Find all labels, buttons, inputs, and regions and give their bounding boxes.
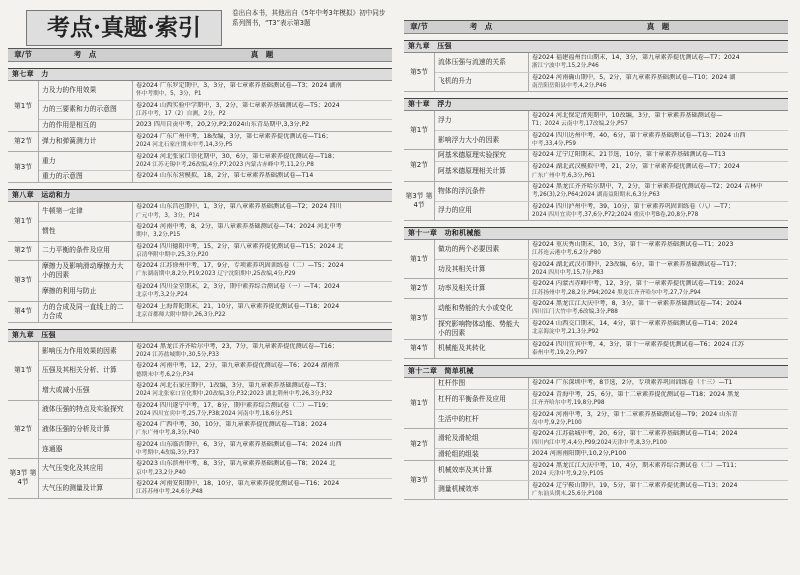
section-rows xyxy=(39,202,392,240)
question-ref-line: 北京中考,3,2分,P24 xyxy=(136,292,188,299)
question-ref-line: 北京海淀中考,21,3分,P92 xyxy=(532,328,599,335)
exam-point: 液体压强的分析及计算 xyxy=(39,420,133,439)
question-ref-line: 卷2024 广东罗定期中，3，3分，第七章素养基础测试卷—T3；2024 湖南 xyxy=(136,82,342,89)
exam-point: 影响压力作用效果的因素 xyxy=(39,342,133,361)
section-rows xyxy=(39,261,392,301)
index-row xyxy=(435,73,788,92)
exam-point: 功率及相关计算 xyxy=(435,279,529,298)
question-ref-line: 卷2024 河南确山期中，5，2分，第九章素养基础测试卷—T10；2024 湖 xyxy=(532,73,736,81)
exam-point: 压强及其相关分析、计算 xyxy=(39,361,133,380)
section-label: 第5节 xyxy=(404,53,435,91)
question-refs xyxy=(133,261,392,281)
section-label: 第2节 xyxy=(404,150,435,181)
section-block xyxy=(8,261,392,302)
question-ref-line: 浙江宁波中考,15,2分,P46 xyxy=(532,63,599,70)
question-ref-line: 卷2024 福建福州台山期末，14，3分，第九章素养提优测试卷—T7；2024 xyxy=(532,54,740,61)
question-ref-line: 卷2024 河南安阳期中，18，10分，第九章素养提优测试卷—T16；2024 xyxy=(136,479,340,487)
section-block xyxy=(404,461,788,500)
chapter-heading: 第九章 压强 xyxy=(8,329,392,342)
exam-point: 浮力的应用 xyxy=(435,202,529,221)
question-ref-line: 卷2024 广东深圳中考，8节选，2分，专项素养巩固训练卷（十三）—T1 xyxy=(532,379,733,387)
section-block xyxy=(404,53,788,92)
section-rows xyxy=(435,53,788,91)
exam-point: 力的作用是相互的 xyxy=(39,120,133,131)
question-refs xyxy=(529,410,788,429)
exam-point: 探究影响物体动能、势能大小的因素 xyxy=(435,319,529,339)
question-ref-line: 卷2024 广西中考，30，10分，第九章素养提优测试卷—T18；2024 xyxy=(136,421,327,429)
section-block xyxy=(8,302,392,323)
exam-point: 机械能及其转化 xyxy=(435,340,529,359)
question-refs xyxy=(133,120,392,131)
question-ref-line: 卷2024 四川德阳中考，15，2分，第八章素养提优测试卷—T15；2024 北 xyxy=(136,242,344,250)
question-ref-line: 江苏扬州中考,28,2分,P94;2024 黑龙江齐齐哈尔中考,27,7分,P94 xyxy=(532,289,701,296)
exam-point: 大气压变化及其应用 xyxy=(39,459,133,478)
index-row xyxy=(435,429,788,449)
section-label: 第4节 xyxy=(404,340,435,359)
exam-point: 流体压强与流速的关系 xyxy=(435,53,529,72)
header-note: 卷出自本书，其他出自《5年中考3年模拟》初中同步系列图书，“T3”表示第3题 xyxy=(232,9,386,27)
page-header xyxy=(8,6,392,46)
exam-point: 影响浮力大小的因素 xyxy=(435,131,529,150)
question-ref-line: 卷2024 黑龙江江大庆中考，10，4分，期末素养综合测试卷（二）—T11； xyxy=(532,461,741,469)
chapter-heading: 第八章 运动和力 xyxy=(8,189,392,202)
question-ref-line: 卷2024 四川泸州中考，39，10分，第十章素养巩固训练卷（八）—T7； xyxy=(532,202,735,210)
index-row xyxy=(39,101,392,121)
question-ref-line: 2024 河北张家口宣化期中,20改编,3分,P32;2023 湖北荆州中考,26,3分,P32 xyxy=(136,391,333,398)
section-rows xyxy=(435,182,788,220)
page-title: 考点·真题·索引 xyxy=(26,10,222,46)
section-block xyxy=(404,150,788,182)
section-label: 第1节 xyxy=(8,202,39,240)
section-block xyxy=(8,459,392,498)
question-ref-line: 卷2024 湖北武汉市期中，23改编，6分，第十一章素养基础测试卷—T17； xyxy=(532,260,741,268)
exam-point: 力的合成及同一直线上的二力合成 xyxy=(39,302,133,322)
index-row xyxy=(39,420,392,440)
question-ref-line: 卷2024 山西实验中学期中，3，2分，第七章素养基础测试卷—T5；2024 xyxy=(136,101,340,109)
question-ref-line: 卷2024 山西交口期末，14，4分，第十一章素养基础测试卷—T14；2024 xyxy=(532,319,738,327)
question-ref-line: 广元中考，3，3分，P14 xyxy=(136,212,200,219)
question-refs xyxy=(133,342,392,361)
section-label: 第3节 xyxy=(8,261,39,301)
question-ref-line: 京中考,23,2分,P40 xyxy=(136,469,186,476)
question-refs xyxy=(133,282,392,301)
question-ref-line: 卷2024 四川达州中考，40，6分，第十章素养基础测试卷—T13；2024 山西 xyxy=(532,131,746,139)
col-point: 考 点 xyxy=(469,22,493,31)
question-ref-line: 卷2024 四川遂宁中考，17，8分，期中素养综合测试卷（二）—T19； xyxy=(136,401,332,409)
question-refs xyxy=(529,449,788,460)
section-rows xyxy=(39,152,392,183)
section-rows xyxy=(435,150,788,181)
question-ref-line: 广东广州中考,8,3分,P40 xyxy=(136,430,200,437)
exam-point: 杠杆作图 xyxy=(435,378,529,389)
question-ref-line: 卷2024 山东东营模拟，18，2分，第七章素养基础测试卷—T14 xyxy=(136,172,314,180)
chapter-block xyxy=(404,227,788,359)
chapter-block xyxy=(8,68,392,183)
question-refs xyxy=(133,101,392,120)
question-refs xyxy=(529,150,788,161)
question-ref-line: 卷2024 河北石家庄期中，1改编，3分，第九章素养基础测试卷—T3； xyxy=(136,381,331,389)
index-row xyxy=(39,152,392,172)
section-block xyxy=(404,111,788,150)
question-ref-line: 卷2024 内蒙古赤峰中考，12，3分，第十一章素养提优测试卷—T19；2024 xyxy=(532,280,744,288)
index-row xyxy=(435,378,788,390)
exam-point: 物体的浮沉条件 xyxy=(435,182,529,201)
index-row xyxy=(435,240,788,260)
section-block xyxy=(8,132,392,152)
section-rows xyxy=(435,378,788,428)
index-row xyxy=(435,390,788,410)
index-row xyxy=(39,401,392,421)
question-refs xyxy=(529,299,788,318)
index-row xyxy=(39,261,392,282)
question-refs xyxy=(133,81,392,100)
question-refs xyxy=(133,401,392,420)
section-block xyxy=(8,342,392,401)
question-refs xyxy=(133,222,392,241)
index-row xyxy=(435,410,788,429)
exam-point: 动能和势能的大小或变化 xyxy=(435,299,529,318)
right-index-body xyxy=(404,40,788,500)
question-ref-line: 南岳阳岳阳县中考,4,2分,P46 xyxy=(532,82,607,89)
index-row xyxy=(435,53,788,73)
index-row xyxy=(39,120,392,131)
index-row xyxy=(435,182,788,202)
section-rows xyxy=(435,111,788,149)
question-ref-line: 卷2024 河北张家口崇化期中，30，6分，第七章素养提优测试卷—T18； xyxy=(136,152,339,160)
question-ref-line: 广东湖南期中,8,2分,P19;2023 辽宁沈阳期中,25改编,4分,P29 xyxy=(136,271,296,278)
question-ref-line: 德期末中考,6,2分,P34 xyxy=(136,371,194,378)
question-ref-line: 2024 四川宜宾中考,25,7分,P38;2024 河南中考,18,6分,P51 xyxy=(136,410,293,417)
section-rows xyxy=(39,302,392,322)
section-label: 第2节 xyxy=(8,132,39,151)
section-label: 第2节 xyxy=(404,429,435,460)
exam-point: 摩擦的利用与防止 xyxy=(39,282,133,301)
chapter-heading: 第十章 浮力 xyxy=(404,98,788,111)
question-ref-line: 考,26(3),2分,P64;2024 湖南益阳期末,6,3分,P63 xyxy=(532,192,660,199)
section-label: 第3节 第4节 xyxy=(404,182,435,220)
index-row xyxy=(435,162,788,181)
section-block xyxy=(404,299,788,340)
index-row xyxy=(435,340,788,359)
question-ref-line: 卷2024 河北保定清苑期中，10改编，3分，第十章素养基础测试卷— xyxy=(532,112,723,120)
index-row xyxy=(39,132,392,151)
question-ref-line: 卷2024 青海中考，25，6分，第十二章素养提优测试卷—T18；2024 黑龙 xyxy=(532,391,740,399)
question-refs xyxy=(529,182,788,201)
section-label: 第3节 xyxy=(404,461,435,499)
exam-point: 力及力的作用效果 xyxy=(39,81,133,100)
chapter-heading: 第十二章 简单机械 xyxy=(404,365,788,378)
question-ref-line: 江齐齐哈尔中考,19,8分,P98 xyxy=(532,400,605,407)
exam-point: 增大或减小压强 xyxy=(39,381,133,400)
question-ref-line: 卷2024 四川宜宾中考，4，3分，第十一章素养提优测试卷—T6；2024 江苏 xyxy=(532,340,744,348)
section-label: 第2节 xyxy=(8,401,39,459)
question-refs xyxy=(529,378,788,389)
index-row xyxy=(435,319,788,339)
index-row xyxy=(435,449,788,460)
section-rows xyxy=(39,342,392,400)
exam-point: 杠杆的平衡条件及应用 xyxy=(435,390,529,409)
question-ref-line: 江苏中考，17（2）自测，2分，P2 xyxy=(136,110,226,117)
question-refs xyxy=(133,202,392,221)
column-header xyxy=(8,48,392,62)
question-ref-line: T1；2024 云南中考,17改编,2分,P57 xyxy=(532,121,628,128)
chapter-heading: 第十一章 功和机械能 xyxy=(404,227,788,240)
right-page xyxy=(404,20,788,500)
exam-point: 测量机械效率 xyxy=(435,481,529,500)
section-label: 第1节 xyxy=(8,342,39,400)
question-ref-line: 期中，3,2分,P15 xyxy=(136,232,181,239)
exam-point: 二力平衡的条件及应用 xyxy=(39,242,133,261)
index-row xyxy=(435,111,788,131)
index-row xyxy=(39,361,392,381)
column-header xyxy=(404,20,788,34)
exam-point: 滑轮组的组装 xyxy=(435,449,529,460)
section-block xyxy=(404,279,788,299)
question-ref-line: 卷2024 辽宁辽阳期末，21节选，10分，第十章素养基础测试卷—T13 xyxy=(532,151,726,159)
section-block xyxy=(8,81,392,132)
chapter-block xyxy=(8,189,392,322)
chapter-block xyxy=(404,365,788,500)
index-row xyxy=(435,260,788,279)
exam-point: 牛顿第一定律 xyxy=(39,202,133,221)
question-ref-line: 京清华附中期中,25,3分,P20 xyxy=(136,251,209,258)
question-ref-line: 卷2024 辽宁鞍山期中，19，5分，第十二章素养提优测试卷—T13；2024 xyxy=(532,481,738,489)
question-refs xyxy=(133,361,392,380)
question-refs xyxy=(529,53,788,72)
chapter-block xyxy=(404,40,788,92)
section-block xyxy=(404,378,788,429)
question-ref-line: 怀中考期中，5，3分，P1 xyxy=(136,91,202,98)
section-rows xyxy=(435,299,788,339)
question-ref-line: 2024 四川宜宾中考,37,6分,P72;2024 重庆中考B卷,20,8分,P78 xyxy=(532,211,699,218)
question-refs xyxy=(133,152,392,171)
section-rows xyxy=(39,81,392,131)
section-rows xyxy=(435,240,788,278)
question-refs xyxy=(529,260,788,279)
question-ref-line: 卷2024 重庆秀山期末，10，3分，第十一章素养基础测试卷—T1；2023 xyxy=(532,241,734,249)
section-block xyxy=(8,152,392,184)
question-ref-line: 卷2024 山东昌邑期中，1，3分，第八章素养基础测试卷—T2；2024 四川 xyxy=(136,203,342,211)
index-row xyxy=(435,202,788,221)
question-ref-line: 江苏连云港中考,6,2分,P80 xyxy=(532,250,601,257)
question-ref-line: 2024 天津中考,9,2分,P105 xyxy=(532,471,604,478)
question-ref-line: 卷2024 河南中考，12，2分，第九章素养提优测试卷—T6；2024 湖南常 xyxy=(136,362,340,370)
section-rows xyxy=(435,461,788,499)
question-ref-line: 卷2024 黑龙江齐齐哈尔中考，23，7分，第九章素养提优测试卷—T16； xyxy=(136,342,339,350)
section-label: 第3节 xyxy=(404,299,435,339)
question-ref-line: 卷2024 山东临沂期中，6，3分，第九章素养基础测试卷—T4；2024 山西 xyxy=(136,440,342,448)
section-rows xyxy=(39,242,392,261)
question-refs xyxy=(133,420,392,439)
exam-point: 力的三要素和力的示意图 xyxy=(39,101,133,120)
question-ref-line: 卷2024 四川金堂期末，2，3分，期中素养综合测试卷（一）—T4；2024 xyxy=(136,283,340,291)
question-refs xyxy=(133,302,392,322)
index-row xyxy=(435,131,788,150)
section-block xyxy=(404,240,788,279)
section-label: 第3节 第4节 xyxy=(8,459,39,497)
section-block xyxy=(404,340,788,360)
section-label: 第3节 xyxy=(8,152,39,183)
question-refs xyxy=(529,481,788,500)
question-ref-line: 2024 河北石家庄期末中考,14,3分,P5 xyxy=(136,142,233,149)
question-ref-line: 2024 河南南阳期中,10,2分,P100 xyxy=(532,449,627,457)
question-ref-line: 卷2024 河南中考，3，2分，第十二章素养基础测试卷—T9；2024 山东青 xyxy=(532,410,738,418)
exam-point: 大气压的测量及计算 xyxy=(39,479,133,498)
section-rows xyxy=(39,132,392,151)
question-ref-line: 北京首都师大附中期中,26,3分,P22 xyxy=(136,312,226,319)
index-row xyxy=(39,440,392,459)
question-ref-line: 2024 江苏盐城期中,30,5分,P33 xyxy=(136,352,220,359)
exam-point: 摩擦力及影响滑动摩擦力大小的因素 xyxy=(39,261,133,281)
question-ref-line: 2024 江苏无锡中考,26改编,4分,P7;2023 内蒙古赤峰中考,11,2分,P8 xyxy=(136,162,314,169)
section-label: 第1节 xyxy=(404,378,435,428)
question-ref-line: 卷2024 湖北武汉模拟中考，21，2分，第十章素养提优测试卷—T7；2024 xyxy=(532,163,740,171)
section-block xyxy=(404,182,788,221)
section-rows xyxy=(435,279,788,298)
index-row xyxy=(435,150,788,162)
question-refs xyxy=(529,279,788,298)
index-row xyxy=(39,282,392,301)
question-ref-line: 2023 四川自贡中考，20,2分,P2;2024山东青岛期中,3,3分,P2 xyxy=(136,121,310,129)
question-refs xyxy=(133,171,392,182)
exam-point: 浮力 xyxy=(435,111,529,130)
question-refs xyxy=(529,319,788,339)
question-ref-line: 卷2024 河南中考，8，2分，第八章素养基础测试卷—T4；2024 河北中考 xyxy=(136,222,342,230)
question-ref-line: 卷2023 山东滨州中考，8，3分，第九章素养基础测试卷—T8；2024 北 xyxy=(136,460,336,468)
index-row xyxy=(39,459,392,479)
exam-point: 重力 xyxy=(39,152,133,171)
exam-point: 弹力和弹簧测力计 xyxy=(39,132,133,151)
question-refs xyxy=(529,461,788,480)
section-label: 第1节 xyxy=(404,111,435,149)
question-ref-line: 广东广州中考,6,3分,P61 xyxy=(532,172,596,179)
left-index-body xyxy=(8,68,392,499)
question-ref-line: 四川内江中考,4,4分,P99;2024天津中考,8,3分,P100 xyxy=(532,439,667,446)
col-point: 考 点 xyxy=(73,50,97,59)
left-page xyxy=(8,6,392,499)
col-question: 真 题 xyxy=(250,50,274,59)
question-refs xyxy=(529,131,788,150)
question-ref-line: 卷2024 江苏盐城中考，20，6分，第十二章素养基础测试卷—T14；2024 xyxy=(532,430,738,438)
exam-point: 液体压强的特点及实验探究 xyxy=(39,401,133,420)
question-refs xyxy=(133,459,392,478)
exam-point: 惯性 xyxy=(39,222,133,241)
section-rows xyxy=(39,401,392,459)
index-row xyxy=(435,279,788,298)
col-question: 真 题 xyxy=(646,22,670,31)
section-label: 第1节 xyxy=(404,240,435,278)
section-block xyxy=(404,429,788,461)
section-label: 第4节 xyxy=(8,302,39,322)
question-ref-line: 四川江门大竹中考,6改编,3分,P88 xyxy=(532,309,618,316)
question-refs xyxy=(529,202,788,221)
question-ref-line: 2024 四川中考,15,7分,P83 xyxy=(532,270,604,277)
question-ref-line: 岛中考,9,2分,P100 xyxy=(532,420,582,427)
section-rows xyxy=(435,429,788,460)
chapter-block xyxy=(8,329,392,499)
section-label: 第1节 xyxy=(8,81,39,131)
index-row xyxy=(39,171,392,182)
index-row xyxy=(39,381,392,400)
question-refs xyxy=(529,390,788,409)
chapter-block xyxy=(404,98,788,221)
question-ref-line: 江苏苏州中考,24,6分,P48 xyxy=(136,489,203,496)
question-refs xyxy=(133,242,392,261)
question-refs xyxy=(529,429,788,448)
col-chapter: 章/节 xyxy=(14,50,32,59)
question-refs xyxy=(529,111,788,130)
col-chapter: 章/节 xyxy=(410,22,428,31)
question-refs xyxy=(133,440,392,459)
section-block xyxy=(8,401,392,460)
exam-point: 阿基米德原理实验探究 xyxy=(435,150,529,161)
section-label: 第2节 xyxy=(404,279,435,298)
index-row xyxy=(435,461,788,481)
index-row xyxy=(39,342,392,362)
question-ref-line: 卷2024 广东广州中考，18改编，3分，第七章素养提优测试卷—T16； xyxy=(136,133,332,141)
question-ref-line: 卷2024 江苏徐州中考，17，9分，专项素养巩固训练卷（二）—T5；2024 xyxy=(136,262,344,270)
chapter-heading: 第九章 压强 xyxy=(404,40,788,53)
index-row xyxy=(435,481,788,500)
question-refs xyxy=(133,132,392,151)
question-ref-line: 中考,33,4分,P59 xyxy=(532,141,577,148)
index-row xyxy=(39,242,392,261)
exam-point: 生活中的杠杆 xyxy=(435,410,529,429)
exam-point: 阿基米德原理相关计算 xyxy=(435,162,529,181)
question-refs xyxy=(529,240,788,259)
index-row xyxy=(39,81,392,101)
question-ref-line: 泰州中考,19,2分,P97 xyxy=(532,349,588,356)
chapter-heading: 第七章 力 xyxy=(8,68,392,81)
section-rows xyxy=(39,459,392,497)
question-ref-line: 卷2024 上海普陀期末，21，10分，第八章素养提优测试卷—T18；2024 xyxy=(136,302,340,310)
question-ref-line: 中考期中,4改编,3分,P37 xyxy=(136,450,200,457)
exam-point: 功及其相关计算 xyxy=(435,260,529,279)
question-ref-line: 卷2024 黑龙江江大庆中考，8，3分，第十一章素养基础测试卷—T4；2024 xyxy=(532,299,742,307)
exam-point: 飞机的升力 xyxy=(435,73,529,92)
index-row xyxy=(435,299,788,319)
index-row xyxy=(39,479,392,498)
section-block xyxy=(8,202,392,241)
question-ref-line: 卷2024 黑龙江齐齐哈尔期中，7，2分，第十章素养提优测试卷—T2；2024 吉林中 xyxy=(532,182,763,190)
exam-point: 机械效率及其计算 xyxy=(435,461,529,480)
section-block xyxy=(8,242,392,262)
index-row xyxy=(39,302,392,322)
question-refs xyxy=(133,479,392,498)
section-label: 第2节 xyxy=(8,242,39,261)
question-ref-line: 广东汕头期末,25,6分,P108 xyxy=(532,490,603,497)
exam-point: 滑轮及滑轮组 xyxy=(435,429,529,448)
question-refs xyxy=(529,73,788,92)
exam-point: 做功的两个必要因素 xyxy=(435,240,529,259)
question-refs xyxy=(133,381,392,400)
index-row xyxy=(39,202,392,222)
question-refs xyxy=(529,162,788,181)
exam-point: 重力的示意图 xyxy=(39,171,133,182)
question-refs xyxy=(529,340,788,359)
index-row xyxy=(39,222,392,241)
section-rows xyxy=(435,340,788,359)
exam-point: 连通器 xyxy=(39,440,133,459)
